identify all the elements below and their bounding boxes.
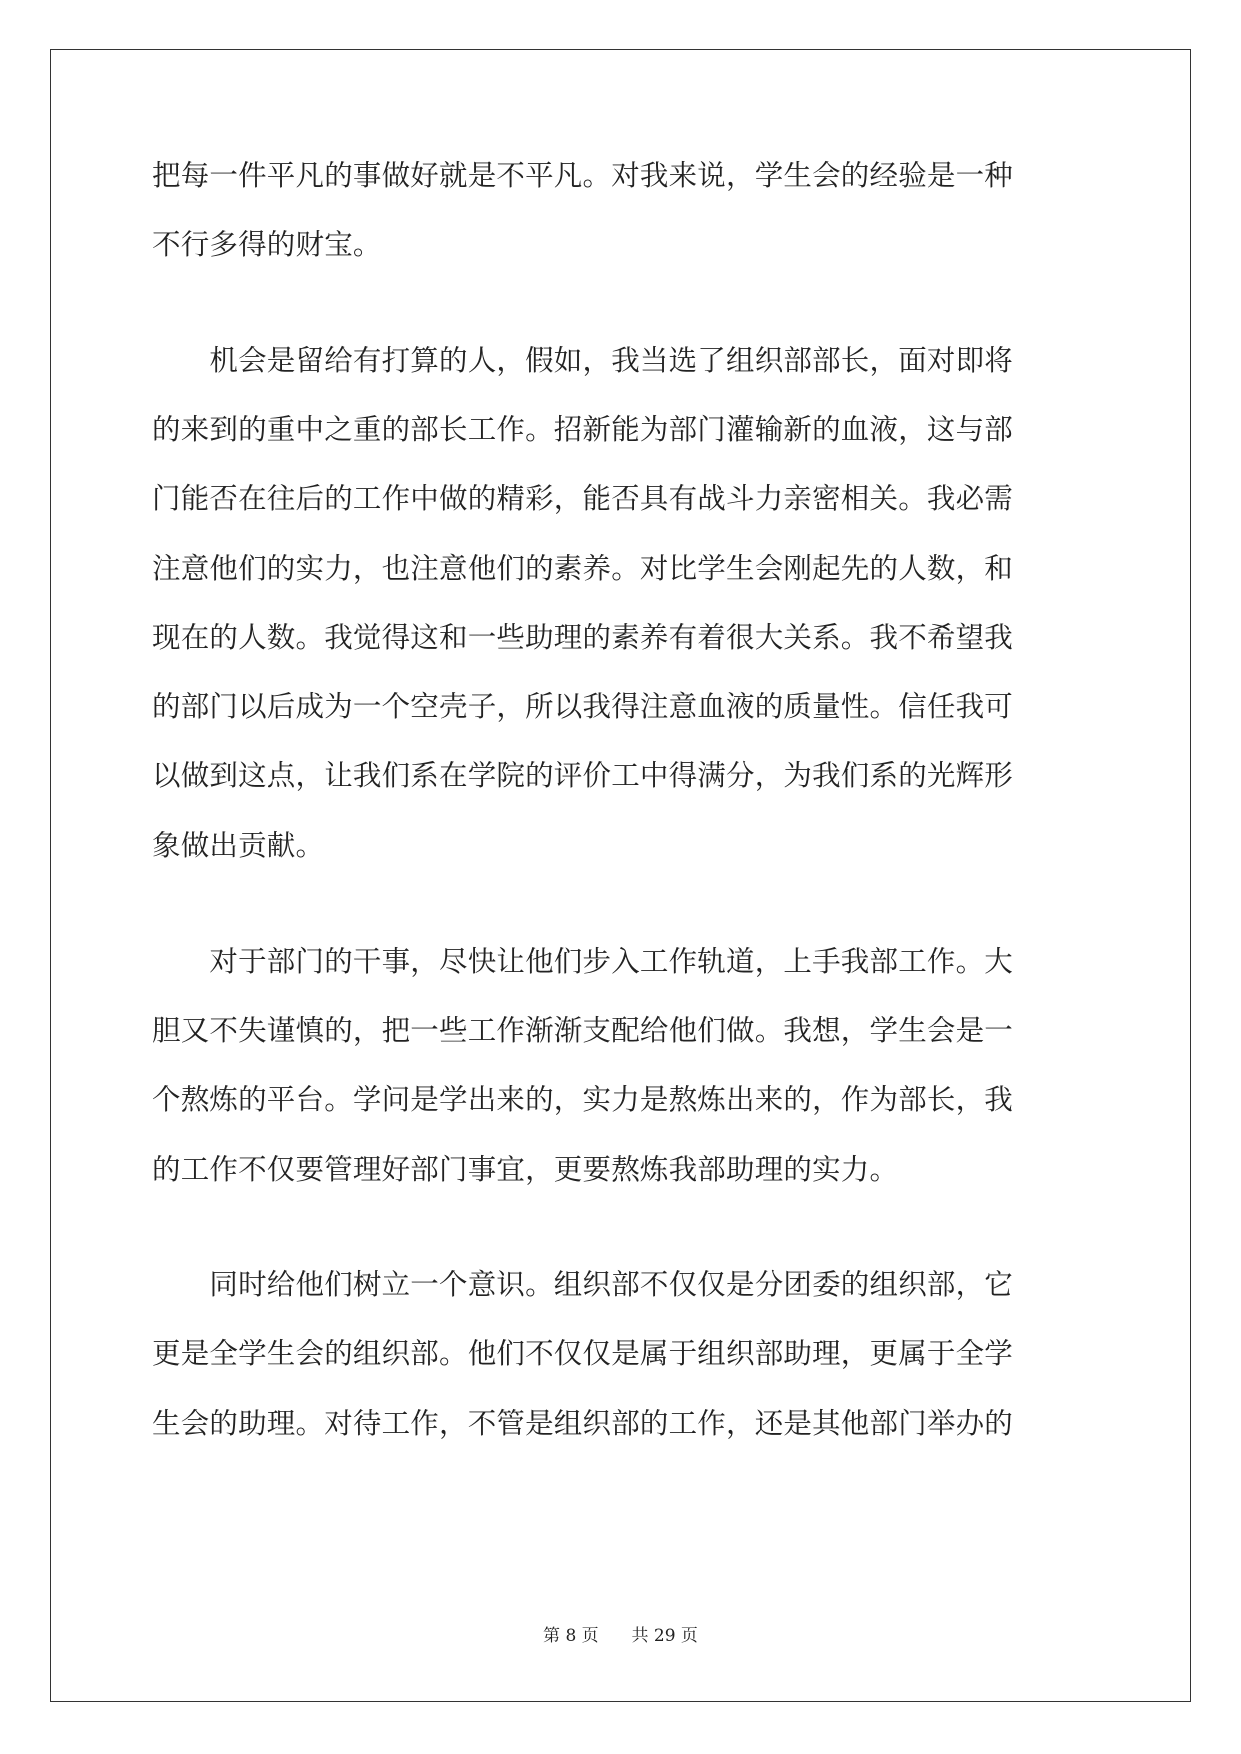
text-line: 以做到这点，让我们系在学院的评价工中得满分，为我们系的光辉形	[152, 759, 1014, 792]
text-line: 的部门以后成为一个空壳子，所以我得注意血液的质量性。信任我可	[152, 690, 1014, 723]
page-number: 第 8 页	[543, 1626, 599, 1646]
page-footer	[0, 1621, 1241, 1646]
text-line: 门能否在往后的工作中做的精彩，能否具有战斗力亲密相关。我必需	[152, 482, 1014, 515]
text-line: 不行多得的财宝。	[152, 228, 382, 261]
text-line: 机会是留给有打算的人，假如，我当选了组织部部长，面对即将	[152, 344, 1014, 377]
page-total: 共 29 页	[631, 1626, 698, 1646]
page-border	[50, 49, 1191, 1702]
text-line: 的工作不仅要管理好部门事宜，更要熬炼我部助理的实力。	[152, 1153, 899, 1186]
text-line: 个熬炼的平台。学问是学出来的，实力是熬炼出来的，作为部长，我	[152, 1083, 1014, 1116]
text-line: 生会的助理。对待工作，不管是组织部的工作，还是其他部门举办的	[152, 1407, 1014, 1440]
text-line: 象做出贡献。	[152, 829, 325, 862]
text-line: 把每一件平凡的事做好就是不平凡。对我来说，学生会的经验是一种	[152, 159, 1014, 192]
text-line: 同时给他们树立一个意识。组织部不仅仅是分团委的组织部，它	[152, 1268, 1014, 1301]
text-line: 对于部门的干事，尽快让他们步入工作轨道，上手我部工作。大	[152, 945, 1014, 978]
text-line: 的来到的重中之重的部长工作。招新能为部门灌输新的血液，这与部	[152, 413, 1014, 446]
text-line: 注意他们的实力，也注意他们的素养。对比学生会刚起先的人数，和	[152, 552, 1014, 585]
text-line: 更是全学生会的组织部。他们不仅仅是属于组织部助理，更属于全学	[152, 1337, 1014, 1370]
text-line: 现在的人数。我觉得这和一些助理的素养有着很大关系。我不希望我	[152, 621, 1014, 654]
text-line: 胆又不失谨慎的，把一些工作渐渐支配给他们做。我想，学生会是一	[152, 1014, 1014, 1047]
